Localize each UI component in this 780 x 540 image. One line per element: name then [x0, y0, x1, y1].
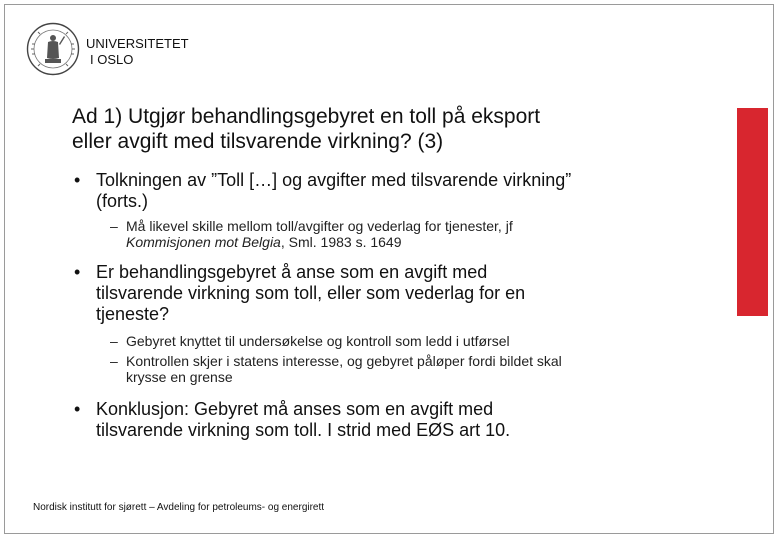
sub-bullet-item	[72, 333, 712, 349]
bullet-text: tjeneste?	[96, 304, 170, 324]
bullet-text: Er behandlingsgebyret å anse som en avgift med	[96, 262, 488, 282]
sub-bullet-text	[126, 234, 712, 250]
sub-bullet-marker: –	[110, 353, 118, 369]
university-seal-logo	[26, 22, 80, 76]
slide-content	[72, 170, 712, 441]
bullet-text: Tolkningen av ”Toll […] og avgifter med tilsvarende virkning”	[96, 170, 572, 190]
sub-bullet-text: Gebyret knyttet til undersøkelse og kontroll som ledd i utførsel	[126, 333, 510, 349]
sub-bullet-item	[72, 353, 712, 385]
sub-bullet-text: Kontrollen skjer i statens interesse, og gebyret påløper fordi bildet skal	[126, 353, 562, 369]
sub-bullet-item	[72, 218, 712, 250]
footer-text: Nordisk institutt for sjørett – Avdeling for petroleums- og energirett	[33, 502, 325, 513]
red-accent-bar	[737, 108, 768, 316]
university-name-line1: UNIVERSITETET	[86, 36, 189, 51]
bullet-text: Konklusjon: Gebyret må anses som en avgift med	[96, 399, 494, 419]
university-name-line2: I OSLO	[90, 52, 134, 67]
sub-bullet-text: krysse en grense	[126, 369, 233, 385]
case-name: Kommisjonen mot Belgia	[126, 234, 281, 250]
bullet-text: tilsvarende virkning som toll, eller som vederlag for en	[96, 283, 526, 303]
bullet-marker: •	[74, 262, 81, 282]
sub-bullet-text: Må likevel skille mellom toll/avgifter og vederlag for tjenester, jf	[126, 218, 513, 234]
sub-bullet-marker: –	[110, 333, 118, 349]
slide-title	[72, 104, 692, 154]
slide-title-line1: Ad 1) Utgjør behandlingsgebyret en toll på eksport	[72, 105, 541, 128]
university-name	[86, 36, 189, 68]
bullet-marker: •	[74, 170, 81, 190]
bullet-item	[72, 170, 712, 212]
case-reference: , Sml. 1983 s. 1649	[280, 234, 402, 250]
bullet-text: (forts.)	[96, 191, 148, 211]
bullet-item	[72, 399, 712, 441]
sub-bullet-marker: –	[110, 218, 118, 234]
bullet-item	[72, 262, 712, 325]
bullet-text: tilsvarende virkning som toll. I strid med EØS art 10.	[96, 420, 511, 440]
bullet-marker: •	[74, 399, 81, 419]
slide-title-line2: eller avgift med tilsvarende virkning? (3)	[72, 130, 444, 153]
